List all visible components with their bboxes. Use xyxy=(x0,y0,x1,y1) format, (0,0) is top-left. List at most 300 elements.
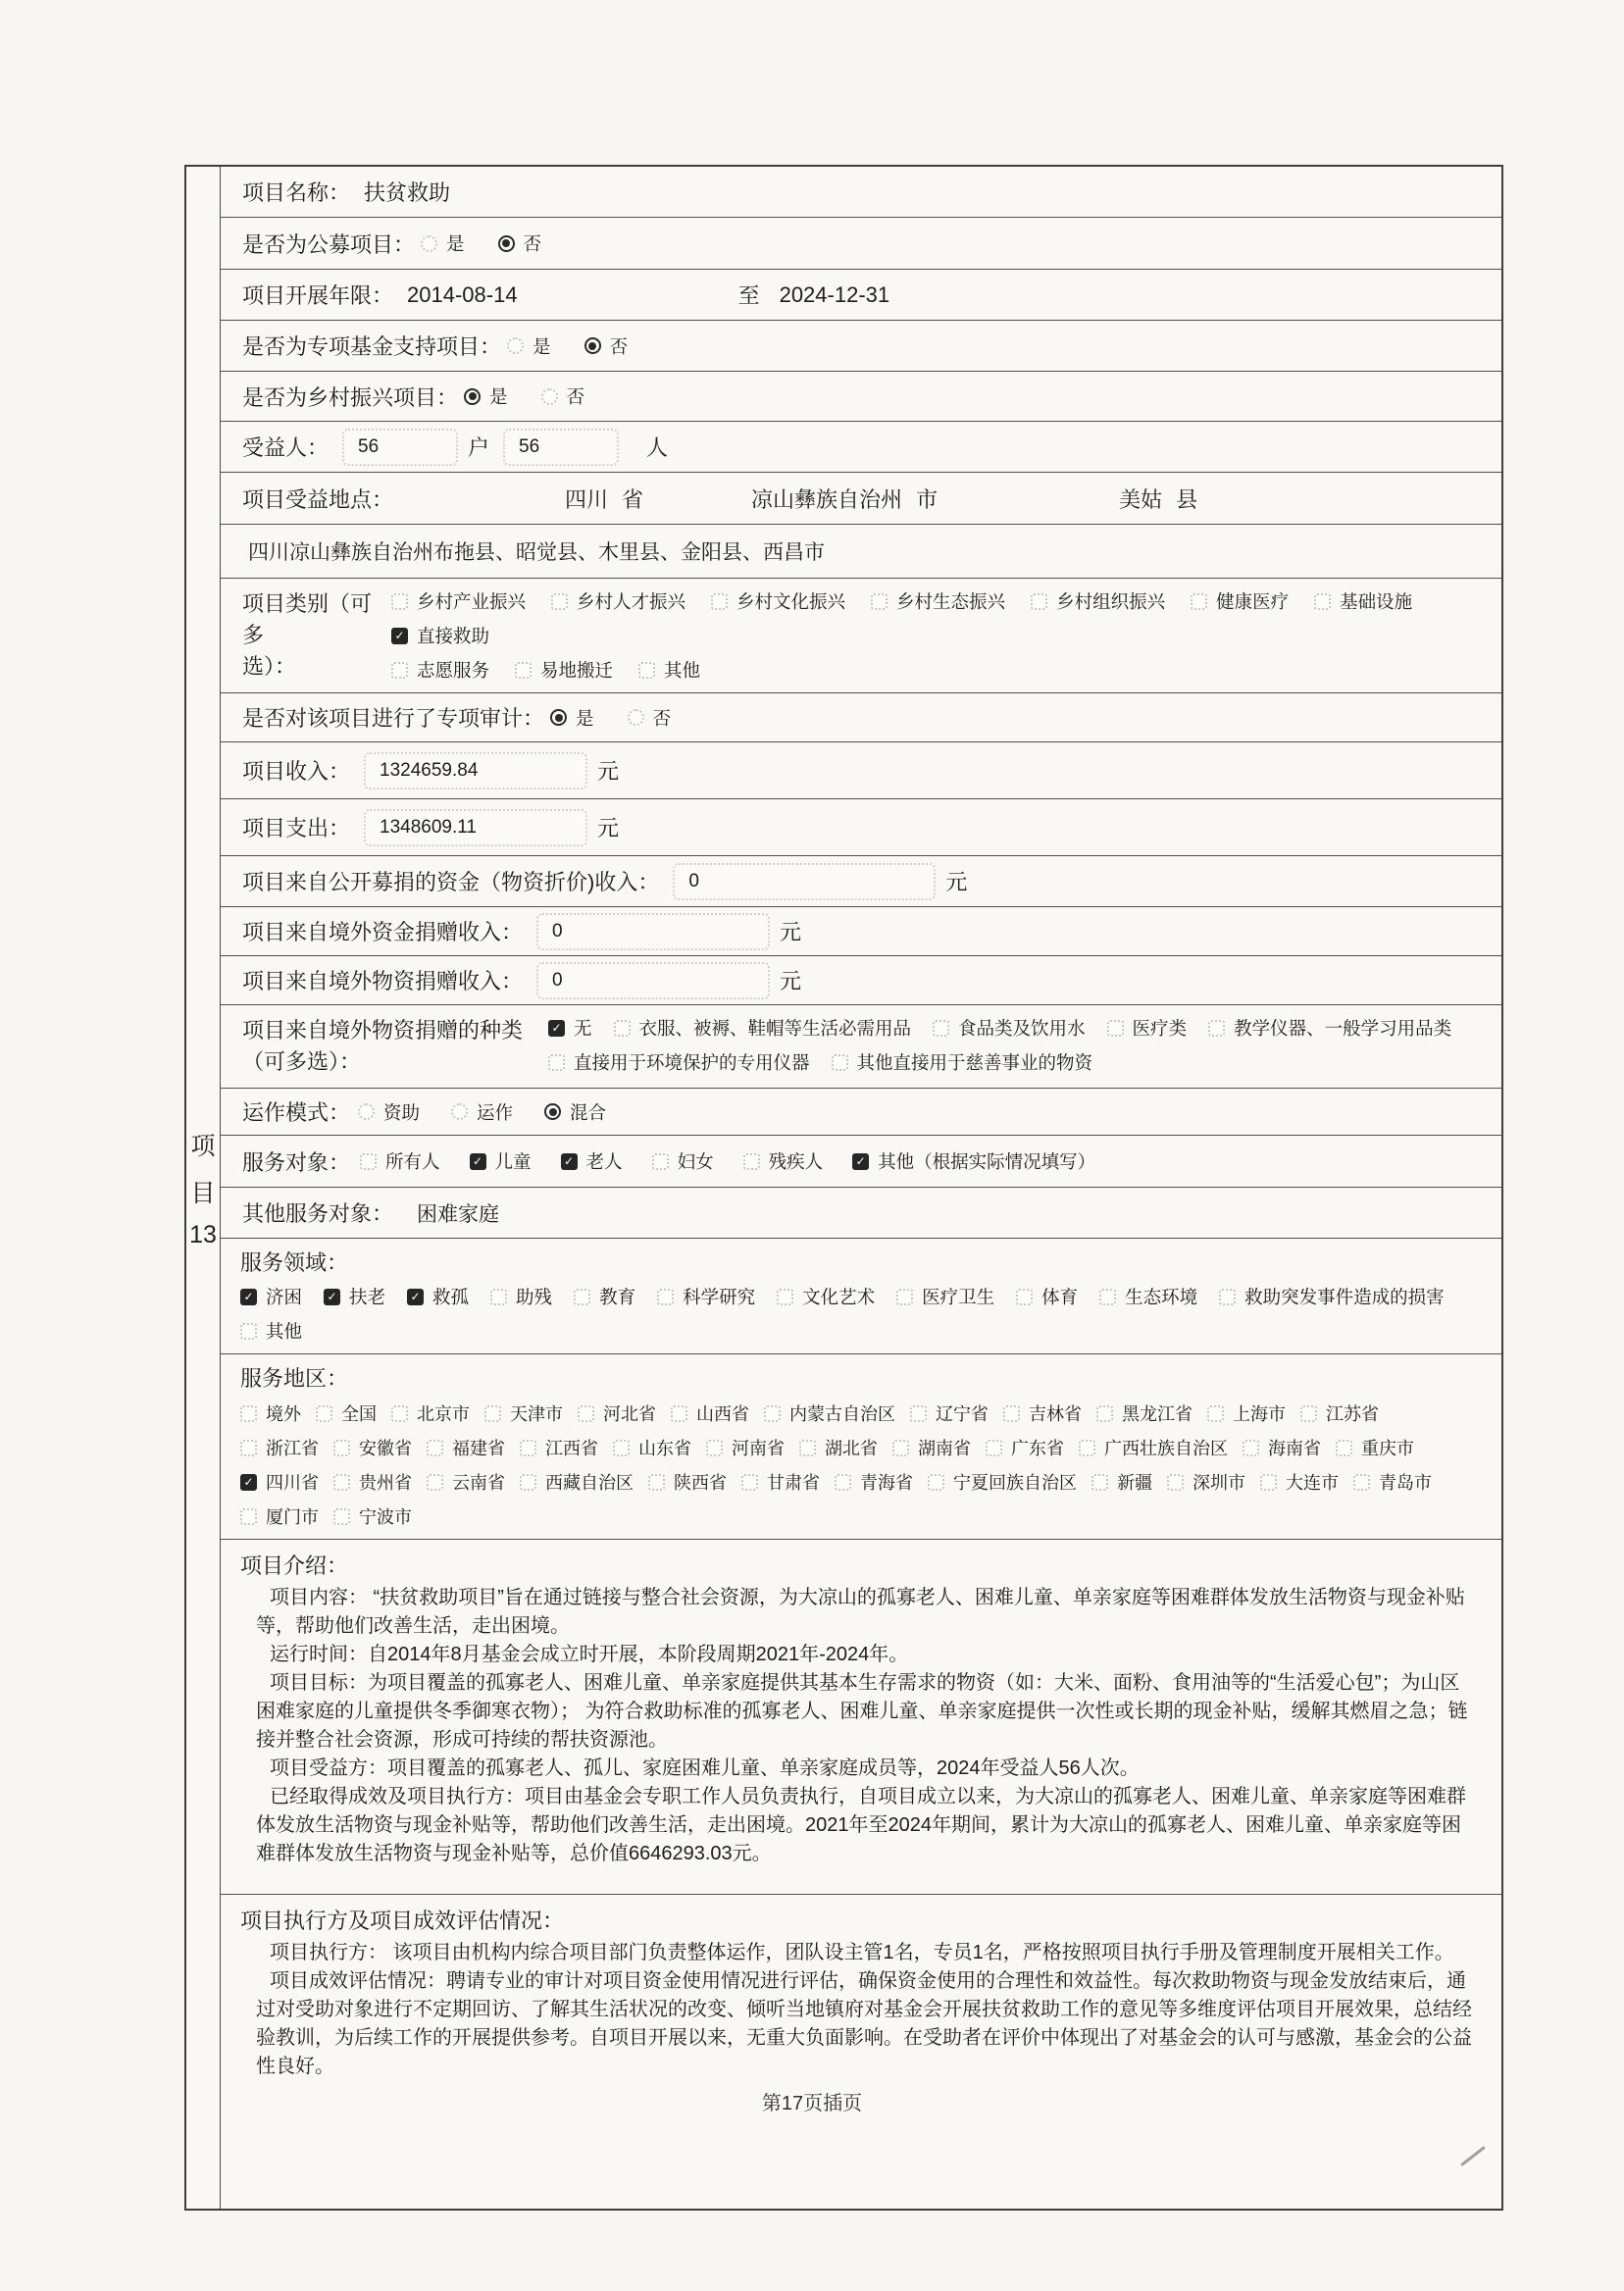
checkbox-label: 境外 xyxy=(266,1404,301,1424)
project-category-label: 项目类别（可多 选）： xyxy=(242,591,373,679)
checkbox-option[interactable] xyxy=(799,1435,878,1460)
checkbox-icon[interactable] xyxy=(1336,1440,1352,1456)
checkbox-option[interactable] xyxy=(741,1469,820,1495)
is-special-fund-options xyxy=(507,333,628,359)
row-project-income xyxy=(221,742,1501,799)
checkbox-icon[interactable] xyxy=(910,1405,927,1422)
checkbox-option[interactable] xyxy=(1353,1469,1432,1495)
radio-icon[interactable] xyxy=(544,1103,561,1120)
row-service-fields xyxy=(221,1239,1501,1354)
checkbox-option[interactable] xyxy=(391,623,489,648)
row-is-public-fundraising xyxy=(221,218,1501,270)
radio-option[interactable] xyxy=(550,705,594,731)
location-county-value: 美姑 xyxy=(1119,486,1163,512)
radio-option[interactable] xyxy=(541,383,585,409)
checkbox-icon[interactable] xyxy=(896,1289,913,1305)
checkbox-label: 陕西省 xyxy=(674,1473,727,1493)
public-fund-income-input[interactable]: 0 xyxy=(673,863,936,900)
checkbox-option[interactable] xyxy=(578,1400,656,1426)
period-to-label: 至 xyxy=(737,283,760,308)
checkbox-label: 其他直接用于慈善事业的物资 xyxy=(856,1052,1093,1073)
checkbox-label: 济困 xyxy=(266,1287,303,1307)
checkbox-option[interactable] xyxy=(1016,1284,1078,1309)
is-special-fund-label: 是否为专项基金支持项目： xyxy=(242,334,502,359)
checkbox-icon[interactable] xyxy=(515,662,532,679)
checkbox-option[interactable] xyxy=(1208,1015,1451,1041)
checkbox-label: 广西壮族自治区 xyxy=(1104,1439,1228,1458)
checkbox-label: 儿童 xyxy=(494,1151,532,1172)
checkbox-label: 乡村组织振兴 xyxy=(1056,591,1166,612)
checkbox-icon[interactable] xyxy=(892,1440,909,1456)
checkbox-icon[interactable] xyxy=(561,1153,578,1170)
radio-option[interactable] xyxy=(544,1099,606,1125)
radio-option[interactable] xyxy=(628,705,672,731)
checkbox-icon[interactable] xyxy=(548,1054,565,1071)
checkbox-icon[interactable] xyxy=(1353,1474,1370,1491)
checkbox-option[interactable] xyxy=(614,1015,912,1041)
checkbox-icon[interactable] xyxy=(928,1474,944,1491)
checkbox-icon[interactable] xyxy=(835,1474,851,1491)
checkbox-option[interactable] xyxy=(933,1015,1086,1041)
checkbox-option[interactable] xyxy=(240,1469,319,1495)
checkbox-icon[interactable] xyxy=(360,1153,377,1170)
checkbox-option[interactable] xyxy=(871,588,1005,614)
service-regions-row3 xyxy=(240,1469,1494,1495)
checkbox-icon[interactable] xyxy=(240,1508,257,1525)
checkbox-label: 湖北省 xyxy=(825,1439,878,1458)
checkbox-icon[interactable] xyxy=(1219,1289,1236,1305)
checkbox-option[interactable] xyxy=(764,1400,895,1426)
checkbox-option[interactable] xyxy=(1300,1400,1379,1426)
service-targets-label: 服务对象： xyxy=(242,1149,351,1175)
radio-icon[interactable] xyxy=(628,709,644,726)
radio-label: 否 xyxy=(566,386,585,407)
checkbox-label: 扶老 xyxy=(349,1287,386,1307)
radio-label: 否 xyxy=(609,335,629,357)
evaluation-paragraphs xyxy=(240,1935,1486,2091)
radio-label: 运作 xyxy=(477,1101,514,1123)
checkbox-label: 山西省 xyxy=(696,1404,749,1424)
checkbox-option[interactable] xyxy=(706,1435,785,1460)
checkbox-label: 西藏自治区 xyxy=(545,1473,634,1493)
checkbox-option[interactable] xyxy=(391,588,526,614)
special-audit-label: 是否对该项目进行了专项审计： xyxy=(242,706,545,731)
checkbox-option[interactable] xyxy=(548,1049,810,1075)
checkbox-label: 全国 xyxy=(341,1404,377,1424)
radio-option[interactable] xyxy=(421,230,465,256)
project-expense-input[interactable]: 1348609.11 xyxy=(364,809,587,846)
checkbox-icon[interactable] xyxy=(832,1054,848,1071)
checkbox-icon[interactable] xyxy=(1167,1474,1184,1491)
checkbox-icon[interactable] xyxy=(1031,593,1047,610)
checkbox-icon[interactable] xyxy=(1099,1289,1116,1305)
checkbox-label: 湖南省 xyxy=(918,1439,971,1458)
evaluation-paragraph: 项目成效评估情况：聘请专业的审计对项目资金使用情况进行评估，确保资金使用的合理性和效益性。每次救助物资与现金发放结束后，通过对受助对象进行不定期回访、了解其生活状况的改变、倾听当地镇府对基金会开展扶贫救助工作的意见等多维度评估项目开展效果，总结经验教训，为后续工作的开展提供参考。自项目开展以来，无重大负面影响。在受助者在评价中体现出了对基金会的认可与感激，基金会的公益性良好。 xyxy=(256,1970,1472,2077)
service-regions-row4 xyxy=(240,1503,1494,1529)
checkbox-label: 救助突发事件造成的损害 xyxy=(1244,1287,1445,1307)
checkbox-label: 青海省 xyxy=(860,1473,913,1493)
radio-icon[interactable] xyxy=(451,1103,468,1120)
households-unit: 户 xyxy=(468,435,490,460)
checkbox-label: 宁夏回族自治区 xyxy=(953,1473,1077,1493)
checkbox-option[interactable] xyxy=(574,1284,635,1309)
intro-paragraph: 项目内容： “扶贫救助项目”旨在通过链接与整合社会资源，为大凉山的孤寡老人、困难儿童、单亲家庭等困难群体发放生活物资与现金补贴等，帮助他们改善生活，走出困境。 xyxy=(256,1587,1465,1637)
checkbox-option[interactable] xyxy=(240,1284,302,1309)
project-index-char: 目 xyxy=(190,1179,216,1207)
radio-label: 否 xyxy=(523,233,542,254)
checkbox-option[interactable] xyxy=(240,1503,319,1529)
checkbox-option[interactable] xyxy=(1314,588,1412,614)
service-regions-row2 xyxy=(240,1435,1494,1460)
checkbox-label: 河南省 xyxy=(732,1439,785,1458)
row-project-category xyxy=(221,579,1501,693)
checkbox-option[interactable] xyxy=(490,1284,552,1309)
checkbox-icon[interactable] xyxy=(470,1153,486,1170)
checkbox-icon[interactable] xyxy=(652,1153,669,1170)
checkbox-option[interactable] xyxy=(240,1435,319,1460)
checkbox-label: 乡村产业振兴 xyxy=(417,591,527,612)
checkbox-label: 基础设施 xyxy=(1340,591,1413,612)
checkbox-option[interactable] xyxy=(1243,1435,1321,1460)
checkbox-icon[interactable] xyxy=(520,1474,536,1491)
overseas-goods-income-unit: 元 xyxy=(780,969,802,993)
checkbox-label: 易地搬迁 xyxy=(540,660,614,681)
location-city-value: 凉山彝族自治州 xyxy=(751,486,903,512)
checkbox-option[interactable] xyxy=(324,1284,385,1309)
checkbox-option[interactable] xyxy=(1003,1400,1082,1426)
checkbox-label: 妇女 xyxy=(677,1151,714,1172)
radio-icon[interactable] xyxy=(421,235,437,252)
checkbox-icon[interactable] xyxy=(711,593,728,610)
checkbox-option[interactable] xyxy=(852,1148,1095,1174)
checkbox-option[interactable] xyxy=(657,1284,755,1309)
checkbox-label: 其他 xyxy=(664,660,701,681)
radio-label: 是 xyxy=(489,386,508,407)
checkbox-option[interactable] xyxy=(896,1284,994,1309)
checkbox-option[interactable] xyxy=(520,1435,598,1460)
checkbox-icon[interactable] xyxy=(240,1440,257,1456)
radio-label: 否 xyxy=(652,707,672,729)
row-service-targets xyxy=(221,1136,1501,1188)
checkbox-option[interactable] xyxy=(671,1400,749,1426)
checkbox-label: 残疾人 xyxy=(768,1151,824,1172)
checkbox-option[interactable] xyxy=(832,1049,1093,1075)
checkbox-option[interactable] xyxy=(470,1148,532,1174)
project-income-unit: 元 xyxy=(597,759,620,784)
row-overseas-goods-income xyxy=(221,956,1501,1005)
checkbox-label: 医疗类 xyxy=(1132,1018,1188,1039)
radio-icon[interactable] xyxy=(550,709,567,726)
checkbox-icon[interactable] xyxy=(391,662,408,679)
checkbox-option[interactable] xyxy=(986,1435,1064,1460)
checkbox-icon[interactable] xyxy=(986,1440,1002,1456)
checkbox-label: 乡村人才振兴 xyxy=(577,591,686,612)
checkbox-icon[interactable] xyxy=(520,1440,536,1456)
service-regions-label: 服务地区： xyxy=(240,1366,349,1391)
checkbox-option[interactable] xyxy=(613,1435,691,1460)
row-is-rural-revitalization xyxy=(221,372,1501,422)
project-income-input[interactable]: 1324659.84 xyxy=(364,752,587,789)
radio-option[interactable] xyxy=(358,1099,420,1125)
checkbox-label: 老人 xyxy=(585,1151,623,1172)
beneficiaries-label: 受益人： xyxy=(242,435,330,460)
checkbox-option[interactable] xyxy=(360,1148,440,1174)
checkbox-icon[interactable] xyxy=(614,1020,631,1037)
checkbox-option[interactable] xyxy=(391,657,489,683)
checkbox-option[interactable] xyxy=(711,588,845,614)
checkbox-icon[interactable] xyxy=(578,1405,594,1422)
public-fund-income-label: 项目来自公开募捐的资金（物资折价)收入： xyxy=(242,870,660,894)
row-operation-mode xyxy=(221,1089,1501,1136)
checkbox-icon[interactable] xyxy=(1260,1474,1277,1491)
service-targets-options xyxy=(360,1148,1095,1174)
checkbox-label: 黑龙江省 xyxy=(1122,1404,1193,1424)
checkbox-icon[interactable] xyxy=(484,1405,501,1422)
checkbox-icon[interactable] xyxy=(1314,593,1331,610)
checkbox-label: 安徽省 xyxy=(359,1439,412,1458)
checkbox-label: 甘肃省 xyxy=(767,1473,820,1493)
project-form-table xyxy=(184,165,1503,2211)
radio-icon[interactable] xyxy=(464,388,481,405)
row-benefit-location xyxy=(221,473,1501,525)
checkbox-label: 上海市 xyxy=(1233,1404,1286,1424)
checkbox-icon[interactable] xyxy=(427,1440,443,1456)
checkbox-label: 无 xyxy=(574,1018,592,1039)
row-overseas-fund-income xyxy=(221,907,1501,956)
checkbox-icon[interactable] xyxy=(1243,1440,1259,1456)
checkbox-icon[interactable] xyxy=(1208,1020,1225,1037)
checkbox-option[interactable] xyxy=(1091,1469,1152,1495)
other-service-target-value: 困难家庭 xyxy=(417,1202,500,1226)
checkbox-icon[interactable] xyxy=(391,1405,408,1422)
checkbox-option[interactable] xyxy=(1099,1284,1197,1309)
checkbox-option[interactable] xyxy=(561,1148,623,1174)
checkbox-option[interactable] xyxy=(427,1469,505,1495)
checkbox-icon[interactable] xyxy=(852,1153,869,1170)
checkbox-option[interactable] xyxy=(1167,1469,1245,1495)
checkbox-label: 直接用于环境保护的专用仪器 xyxy=(574,1052,810,1073)
checkbox-label: 新疆 xyxy=(1117,1473,1152,1493)
overseas-fund-income-input[interactable]: 0 xyxy=(536,913,770,950)
checkbox-option[interactable] xyxy=(484,1400,563,1426)
radio-label: 是 xyxy=(446,233,465,254)
checkbox-label: 浙江省 xyxy=(266,1439,319,1458)
checkbox-label: 海南省 xyxy=(1268,1439,1321,1458)
checkbox-option[interactable] xyxy=(910,1400,989,1426)
checkbox-icon[interactable] xyxy=(777,1289,793,1305)
checkbox-icon[interactable] xyxy=(551,593,568,610)
beneficiary-people-input[interactable]: 56 xyxy=(503,429,619,466)
checkbox-label: 医疗卫生 xyxy=(922,1287,995,1307)
checkbox-label: 所有人 xyxy=(385,1151,440,1172)
radio-icon[interactable] xyxy=(507,337,524,354)
checkbox-option[interactable] xyxy=(652,1148,714,1174)
checkbox-option[interactable] xyxy=(391,1400,470,1426)
checkbox-icon[interactable] xyxy=(391,593,408,610)
checkbox-icon[interactable] xyxy=(548,1020,565,1037)
is-public-fundraising-options xyxy=(421,230,541,256)
checkbox-option[interactable] xyxy=(316,1400,377,1426)
checkbox-option[interactable] xyxy=(777,1284,875,1309)
checkbox-label: 四川省 xyxy=(266,1473,319,1493)
checkbox-option[interactable] xyxy=(1260,1469,1339,1495)
checkbox-option[interactable] xyxy=(1107,1015,1188,1041)
project-income-label: 项目收入： xyxy=(242,759,351,784)
project-intro-paragraphs xyxy=(240,1580,1486,1878)
service-fields-options xyxy=(240,1284,1492,1344)
row-evaluation xyxy=(221,1895,1501,2209)
checkbox-icon[interactable] xyxy=(799,1440,816,1456)
page-footer: 第17页插页 xyxy=(761,2093,863,2114)
checkbox-icon[interactable] xyxy=(648,1474,665,1491)
checkbox-label: 厦门市 xyxy=(266,1507,319,1527)
checkbox-label: 志愿服务 xyxy=(417,660,490,681)
checkbox-icon[interactable] xyxy=(933,1020,949,1037)
special-audit-options xyxy=(550,705,671,731)
checkbox-icon[interactable] xyxy=(316,1405,332,1422)
checkbox-label: 内蒙古自治区 xyxy=(789,1404,895,1424)
checkbox-icon[interactable] xyxy=(671,1405,687,1422)
checkbox-icon[interactable] xyxy=(1300,1405,1317,1422)
location-county-unit: 县 xyxy=(1176,486,1198,512)
checkbox-option[interactable] xyxy=(1219,1284,1445,1309)
beneficiary-households-input[interactable]: 56 xyxy=(342,429,458,466)
checkbox-option[interactable] xyxy=(892,1435,971,1460)
operation-mode-options xyxy=(358,1099,606,1125)
row-location-detail xyxy=(221,525,1501,579)
checkbox-option[interactable] xyxy=(240,1400,301,1426)
form-rows xyxy=(221,167,1501,2209)
checkbox-option[interactable] xyxy=(1207,1400,1286,1426)
checkbox-icon[interactable] xyxy=(407,1289,424,1305)
overseas-goods-types-row2 xyxy=(548,1049,1492,1075)
radio-option[interactable] xyxy=(498,230,542,256)
checkbox-option[interactable] xyxy=(333,1469,412,1495)
row-service-regions xyxy=(221,1354,1501,1540)
checkbox-icon[interactable] xyxy=(613,1440,630,1456)
checkbox-icon[interactable] xyxy=(638,662,655,679)
checkbox-icon[interactable] xyxy=(1003,1405,1020,1422)
project-index-column xyxy=(186,167,221,2209)
checkbox-label: 乡村文化振兴 xyxy=(736,591,846,612)
checkbox-option[interactable] xyxy=(333,1435,412,1460)
checkbox-option[interactable] xyxy=(520,1469,634,1495)
checkbox-label: 生态环境 xyxy=(1125,1287,1198,1307)
checkbox-icon[interactable] xyxy=(574,1289,590,1305)
checkbox-option[interactable] xyxy=(835,1469,913,1495)
checkbox-icon[interactable] xyxy=(333,1474,350,1491)
checkbox-option[interactable] xyxy=(743,1148,824,1174)
checkbox-icon[interactable] xyxy=(240,1405,257,1422)
checkbox-icon[interactable] xyxy=(1016,1289,1033,1305)
operation-mode-label: 运作模式： xyxy=(242,1100,351,1125)
radio-icon[interactable] xyxy=(498,235,515,252)
checkbox-icon[interactable] xyxy=(391,628,408,644)
checkbox-option[interactable] xyxy=(1079,1435,1228,1460)
radio-label: 资助 xyxy=(383,1101,421,1123)
overseas-goods-income-label: 项目来自境外物资捐赠收入： xyxy=(242,969,524,993)
intro-paragraph: 运行时间：自2014年8月基金会成立时开展，本阶段周期2021年-2024年。 xyxy=(270,1644,909,1665)
checkbox-icon[interactable] xyxy=(1207,1405,1224,1422)
is-public-fundraising-label: 是否为公募项目： xyxy=(242,231,416,257)
checkbox-icon[interactable] xyxy=(706,1440,723,1456)
project-category-options-row1 xyxy=(391,588,1492,648)
checkbox-icon[interactable] xyxy=(657,1289,674,1305)
checkbox-option[interactable] xyxy=(1031,588,1165,614)
checkbox-option[interactable] xyxy=(515,657,613,683)
checkbox-option[interactable] xyxy=(551,588,685,614)
radio-icon[interactable] xyxy=(358,1103,375,1120)
checkbox-icon[interactable] xyxy=(1079,1440,1095,1456)
checkbox-icon[interactable] xyxy=(240,1289,257,1305)
project-name-label: 项目名称： xyxy=(242,180,351,205)
checkbox-icon[interactable] xyxy=(1096,1405,1113,1422)
checkbox-option[interactable] xyxy=(638,657,700,683)
radio-label: 是 xyxy=(576,707,594,729)
checkbox-option[interactable] xyxy=(1191,588,1289,614)
checkbox-icon[interactable] xyxy=(427,1474,443,1491)
checkbox-option[interactable] xyxy=(648,1469,727,1495)
radio-option[interactable] xyxy=(464,383,508,409)
radio-label: 是 xyxy=(533,335,551,357)
radio-option[interactable] xyxy=(584,333,629,359)
intro-paragraph: 项目受益方：项目覆盖的孤寡老人、孤儿、家庭困难儿童、单亲家庭成员等，2024年受益人56人次。 xyxy=(270,1757,1140,1779)
checkbox-option[interactable] xyxy=(1336,1435,1414,1460)
row-special-audit xyxy=(221,693,1501,742)
intro-paragraph: 已经取得成效及项目执行方：项目由基金会专职工作人员负责执行，自项目成立以来，为大凉山的孤寡老人、困难儿童、单亲家庭等困难群体发放生活物资与现金补贴等，帮助他们改善生活，走出困境。2021年至2024年期间，累计为大凉山的孤寡老人、困难儿童、单亲家庭等困难群体发放生活物资与现金补贴等，总价值6646293.03元。 xyxy=(256,1786,1466,1864)
checkbox-icon[interactable] xyxy=(741,1474,758,1491)
checkbox-icon[interactable] xyxy=(240,1323,257,1340)
checkbox-option[interactable] xyxy=(333,1503,412,1529)
radio-icon[interactable] xyxy=(541,388,558,405)
checkbox-icon[interactable] xyxy=(240,1474,257,1491)
checkbox-icon[interactable] xyxy=(490,1289,507,1305)
checkbox-label: 江苏省 xyxy=(1326,1404,1379,1424)
checkbox-label: 教学仪器、一般学习用品类 xyxy=(1234,1018,1452,1039)
checkbox-option[interactable] xyxy=(1096,1400,1193,1426)
checkbox-icon[interactable] xyxy=(764,1405,781,1422)
checkbox-icon[interactable] xyxy=(1191,593,1207,610)
checkbox-label: 衣服、被褥、鞋帽等生活必需用品 xyxy=(638,1018,912,1039)
overseas-goods-income-input[interactable]: 0 xyxy=(536,962,770,999)
checkbox-option[interactable] xyxy=(407,1284,469,1309)
checkbox-icon[interactable] xyxy=(1091,1474,1108,1491)
project-expense-unit: 元 xyxy=(597,816,620,840)
location-city-unit: 市 xyxy=(916,486,939,512)
radio-option[interactable] xyxy=(451,1099,513,1125)
radio-option[interactable] xyxy=(507,333,551,359)
checkbox-label: 直接救助 xyxy=(417,626,490,646)
checkbox-icon[interactable] xyxy=(333,1508,350,1525)
overseas-fund-income-label: 项目来自境外资金捐赠收入： xyxy=(242,920,524,944)
checkbox-icon[interactable] xyxy=(1107,1020,1124,1037)
checkbox-icon[interactable] xyxy=(333,1440,350,1456)
checkbox-label: 体育 xyxy=(1041,1287,1079,1307)
is-rural-revitalization-label: 是否为乡村振兴项目： xyxy=(242,384,459,410)
checkbox-label: 其他（根据实际情况填写） xyxy=(878,1151,1096,1172)
radio-icon[interactable] xyxy=(584,337,601,354)
checkbox-icon[interactable] xyxy=(871,593,888,610)
checkbox-icon[interactable] xyxy=(324,1289,340,1305)
checkbox-label: 广东省 xyxy=(1011,1439,1064,1458)
checkbox-option[interactable] xyxy=(928,1469,1077,1495)
checkbox-option[interactable] xyxy=(240,1318,302,1344)
project-intro-label: 项目介绍： xyxy=(240,1553,349,1578)
checkbox-option[interactable] xyxy=(548,1015,592,1041)
location-detail-value: 四川凉山彝族自治州布拖县、昭觉县、木里县、金阳县、西昌市 xyxy=(248,541,825,564)
checkbox-icon[interactable] xyxy=(743,1153,760,1170)
checkbox-option[interactable] xyxy=(427,1435,505,1460)
